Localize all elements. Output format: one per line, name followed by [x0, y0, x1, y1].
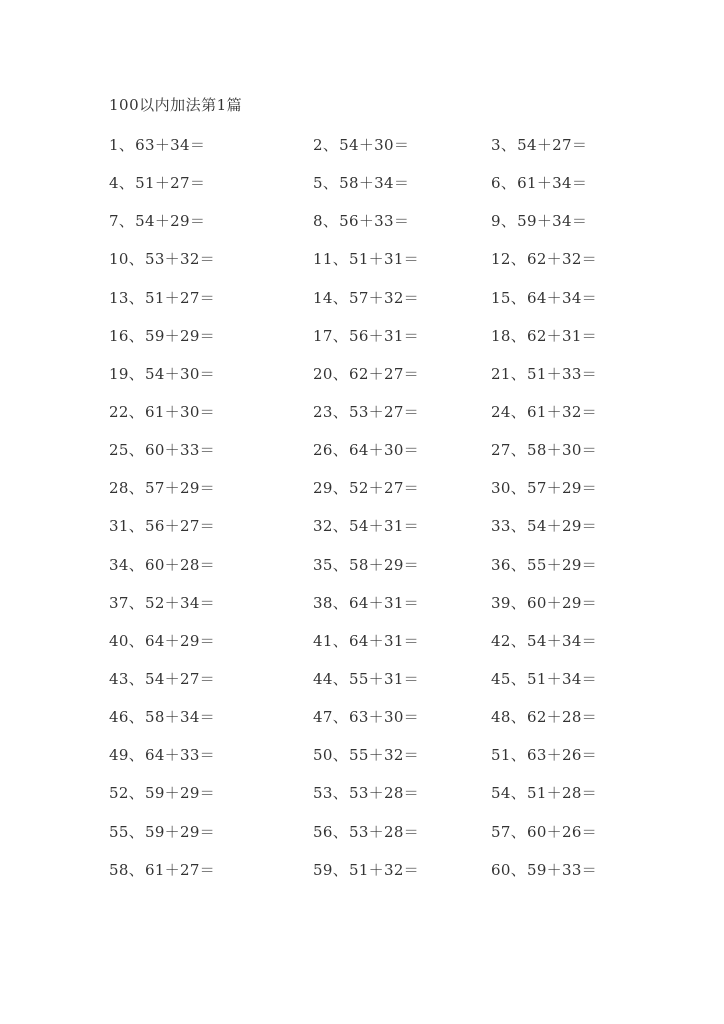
problem-item	[109, 326, 215, 346]
problem-expression: 57＋29＝	[527, 479, 597, 498]
problem-item	[313, 211, 409, 231]
problem-expression: 59＋29＝	[145, 784, 215, 803]
problem-item	[313, 288, 419, 308]
problem-expression: 59＋29＝	[145, 326, 215, 345]
problem-row	[109, 326, 629, 364]
problem-separator: 、	[510, 593, 526, 612]
problem-item	[313, 783, 419, 803]
problem-item	[491, 478, 597, 498]
page-title: 100以内加法第1篇	[109, 96, 243, 114]
problem-item	[109, 288, 215, 308]
problem-separator: 、	[332, 555, 348, 574]
problem-number: 34	[109, 555, 129, 574]
problem-item	[313, 135, 409, 155]
problem-number: 58	[109, 860, 129, 879]
problem-row	[109, 516, 629, 554]
problem-row	[109, 631, 629, 669]
problem-number: 3	[491, 136, 501, 154]
problem-expression: 63＋26＝	[527, 746, 597, 765]
problem-expression: 64＋31＝	[349, 593, 419, 612]
problem-item	[491, 211, 587, 231]
problem-expression: 55＋29＝	[527, 555, 597, 574]
problem-number: 10	[109, 250, 129, 269]
problem-expression: 51＋33＝	[527, 364, 597, 383]
problem-separator: 、	[510, 822, 526, 841]
problem-separator: 、	[128, 250, 144, 269]
problem-number: 24	[491, 402, 511, 421]
problem-expression: 61＋32＝	[527, 402, 597, 421]
problem-separator: 、	[510, 402, 526, 421]
problem-separator: 、	[510, 250, 526, 269]
problem-item	[491, 707, 597, 727]
problem-item	[109, 860, 215, 880]
problem-number: 35	[313, 555, 333, 574]
problem-expression: 58＋34＝	[145, 708, 215, 727]
problem-item	[313, 249, 419, 269]
problem-row	[109, 249, 629, 287]
problem-separator: 、	[332, 746, 348, 765]
problem-separator: 、	[332, 593, 348, 612]
problem-row	[109, 555, 629, 593]
problem-separator: 、	[510, 517, 526, 536]
problem-expression: 54＋30＝	[145, 364, 215, 383]
problem-item	[491, 288, 597, 308]
problem-item	[109, 364, 215, 384]
problem-separator: 、	[118, 174, 135, 193]
problem-row	[109, 288, 629, 326]
problem-item	[491, 555, 597, 575]
problem-item	[491, 440, 597, 460]
problem-number: 30	[491, 479, 511, 498]
problem-item	[313, 745, 419, 765]
problem-number: 20	[313, 364, 333, 383]
problem-separator: 、	[332, 326, 348, 345]
problem-separator: 、	[332, 288, 348, 307]
problem-item	[109, 669, 215, 689]
problem-item	[109, 135, 205, 155]
problem-item	[313, 516, 419, 536]
problem-row	[109, 364, 629, 402]
problem-expression: 62＋28＝	[527, 708, 597, 727]
problem-item	[491, 135, 587, 155]
problem-number: 17	[313, 326, 333, 345]
problem-expression: 61＋27＝	[145, 860, 215, 879]
problem-separator: 、	[332, 517, 348, 536]
problem-number: 36	[491, 555, 511, 574]
problem-item	[313, 822, 419, 842]
problem-separator: 、	[128, 669, 144, 688]
problem-separator: 、	[118, 136, 135, 154]
problem-expression: 55＋32＝	[349, 746, 419, 765]
problem-separator: 、	[118, 212, 135, 231]
problem-number: 11	[313, 250, 333, 269]
problem-number: 7	[109, 212, 119, 231]
problem-item	[109, 745, 215, 765]
problem-number: 43	[109, 669, 129, 688]
problem-expression: 58＋30＝	[527, 441, 597, 460]
problem-separator: 、	[128, 364, 144, 383]
problem-item	[109, 173, 205, 193]
problem-separator: 、	[510, 784, 526, 803]
problem-expression: 62＋32＝	[527, 250, 597, 269]
problem-expression: 62＋27＝	[349, 364, 419, 383]
problem-number: 21	[491, 364, 511, 383]
problem-expression: 64＋30＝	[349, 441, 419, 460]
problem-expression: 53＋27＝	[349, 402, 419, 421]
problem-item	[491, 745, 597, 765]
problem-number: 13	[109, 288, 129, 307]
problem-item	[491, 631, 597, 651]
problem-separator: 、	[510, 860, 526, 879]
problem-expression: 64＋29＝	[145, 631, 215, 650]
problem-number: 59	[313, 860, 333, 879]
problem-separator: 、	[510, 288, 526, 307]
problem-separator: 、	[510, 326, 526, 345]
problem-row	[109, 593, 629, 631]
problem-row	[109, 173, 629, 211]
problem-number: 23	[313, 402, 333, 421]
problem-separator: 、	[322, 212, 339, 231]
problem-number: 50	[313, 746, 333, 765]
problem-item	[313, 707, 419, 727]
problem-expression: 56＋31＝	[349, 326, 419, 345]
problem-expression: 63＋34＝	[135, 136, 206, 154]
problem-number: 53	[313, 784, 333, 803]
problem-expression: 59＋33＝	[527, 860, 597, 879]
problem-expression: 54＋27＝	[145, 669, 215, 688]
problem-number: 41	[313, 631, 333, 650]
problem-expression: 51＋27＝	[135, 174, 206, 193]
problem-expression: 52＋27＝	[349, 479, 419, 498]
problem-expression: 59＋29＝	[145, 822, 215, 841]
problem-number: 42	[491, 631, 511, 650]
problem-number: 46	[109, 708, 129, 727]
problem-expression: 58＋29＝	[349, 555, 419, 574]
problem-number: 47	[313, 708, 333, 727]
problem-item	[313, 326, 419, 346]
problem-expression: 61＋34＝	[517, 174, 588, 193]
problem-expression: 64＋31＝	[349, 631, 419, 650]
problem-row	[109, 707, 629, 745]
problem-expression: 57＋32＝	[349, 288, 419, 307]
problem-expression: 53＋28＝	[349, 784, 419, 803]
problem-item	[491, 669, 597, 689]
problem-separator: 、	[332, 364, 348, 383]
problem-item	[109, 478, 215, 498]
problem-expression: 54＋29＝	[527, 517, 597, 536]
problem-separator: 、	[128, 441, 144, 460]
problem-separator: 、	[128, 479, 144, 498]
problem-row	[109, 783, 629, 821]
problem-separator: 、	[128, 784, 144, 803]
problem-item	[491, 516, 597, 536]
problem-separator: 、	[332, 669, 348, 688]
problem-number: 40	[109, 631, 129, 650]
problem-separator: 、	[332, 441, 348, 460]
problem-expression: 54＋34＝	[527, 631, 597, 650]
problem-expression: 51＋32＝	[349, 860, 419, 879]
problem-number: 26	[313, 441, 333, 460]
problem-item	[491, 593, 597, 613]
problem-item	[491, 249, 597, 269]
problem-expression: 52＋34＝	[145, 593, 215, 612]
problem-number: 12	[491, 250, 511, 269]
problem-separator: 、	[128, 708, 144, 727]
problem-separator: 、	[332, 860, 348, 879]
problem-expression: 57＋29＝	[145, 479, 215, 498]
problem-number: 16	[109, 326, 129, 345]
problem-row	[109, 135, 629, 173]
problem-separator: 、	[510, 479, 526, 498]
problem-item	[109, 783, 215, 803]
problem-expression: 58＋34＝	[339, 174, 410, 193]
problem-separator: 、	[322, 174, 339, 193]
problem-expression: 53＋32＝	[145, 250, 215, 269]
problem-expression: 51＋34＝	[527, 669, 597, 688]
problem-item	[313, 173, 409, 193]
problem-number: 49	[109, 746, 129, 765]
problem-item	[491, 173, 587, 193]
problem-expression: 51＋28＝	[527, 784, 597, 803]
problem-row	[109, 669, 629, 707]
problem-expression: 64＋34＝	[527, 288, 597, 307]
problem-item	[313, 669, 419, 689]
problem-expression: 60＋28＝	[145, 555, 215, 574]
problem-grid	[109, 135, 629, 898]
problem-number: 44	[313, 669, 333, 688]
problem-expression: 54＋30＝	[339, 136, 410, 154]
problem-expression: 54＋31＝	[349, 517, 419, 536]
problem-item	[313, 364, 419, 384]
problem-item	[109, 707, 215, 727]
problem-row	[109, 822, 629, 860]
problem-row	[109, 402, 629, 440]
problem-separator: 、	[128, 746, 144, 765]
problem-number: 48	[491, 708, 511, 727]
problem-expression: 53＋28＝	[349, 822, 419, 841]
problem-number: 60	[491, 860, 511, 879]
problem-separator: 、	[510, 746, 526, 765]
problem-expression: 51＋31＝	[349, 250, 419, 269]
problem-item	[109, 440, 215, 460]
problem-number: 27	[491, 441, 511, 460]
problem-item	[313, 860, 419, 880]
problem-separator: 、	[128, 288, 144, 307]
problem-separator: 、	[500, 136, 517, 154]
problem-expression: 60＋26＝	[527, 822, 597, 841]
problem-number: 52	[109, 784, 129, 803]
problem-expression: 56＋27＝	[145, 517, 215, 536]
problem-item	[109, 822, 215, 842]
problem-number: 1	[109, 136, 119, 154]
problem-number: 31	[109, 517, 129, 536]
problem-number: 54	[491, 784, 511, 803]
problem-separator: 、	[500, 212, 517, 231]
problem-separator: 、	[510, 441, 526, 460]
problem-number: 28	[109, 479, 129, 498]
problem-expression: 63＋30＝	[349, 708, 419, 727]
problem-separator: 、	[332, 708, 348, 727]
problem-separator: 、	[128, 555, 144, 574]
problem-expression: 62＋31＝	[527, 326, 597, 345]
problem-number: 5	[313, 174, 323, 193]
problem-item	[109, 593, 215, 613]
problem-item	[313, 593, 419, 613]
problem-item	[109, 249, 215, 269]
problem-separator: 、	[510, 364, 526, 383]
problem-separator: 、	[332, 631, 348, 650]
problem-separator: 、	[128, 631, 144, 650]
problem-row	[109, 860, 629, 898]
problem-expression: 51＋27＝	[145, 288, 215, 307]
problem-separator: 、	[510, 631, 526, 650]
problem-item	[313, 478, 419, 498]
problem-separator: 、	[332, 784, 348, 803]
problem-separator: 、	[510, 555, 526, 574]
problem-item	[313, 440, 419, 460]
problem-separator: 、	[128, 517, 144, 536]
problem-expression: 59＋34＝	[517, 212, 588, 231]
problem-item	[491, 364, 597, 384]
problem-number: 19	[109, 364, 129, 383]
problem-item	[491, 326, 597, 346]
problem-number: 25	[109, 441, 129, 460]
problem-item	[491, 860, 597, 880]
problem-separator: 、	[332, 822, 348, 841]
problem-number: 39	[491, 593, 511, 612]
problem-number: 33	[491, 517, 511, 536]
problem-item	[109, 631, 215, 651]
problem-row	[109, 478, 629, 516]
problem-number: 37	[109, 593, 129, 612]
problem-expression: 54＋27＝	[517, 136, 588, 154]
problem-expression: 56＋33＝	[339, 212, 410, 231]
problem-number: 22	[109, 402, 129, 421]
problem-number: 6	[491, 174, 501, 193]
problem-row	[109, 745, 629, 783]
problem-expression: 64＋33＝	[145, 746, 215, 765]
problem-number: 9	[491, 212, 501, 231]
problem-separator: 、	[128, 593, 144, 612]
problem-expression: 60＋33＝	[145, 441, 215, 460]
problem-separator: 、	[332, 250, 348, 269]
problem-item	[313, 555, 419, 575]
problem-item	[491, 822, 597, 842]
problem-number: 2	[313, 136, 323, 154]
problem-separator: 、	[510, 669, 526, 688]
problem-separator: 、	[332, 402, 348, 421]
problem-separator: 、	[322, 136, 339, 154]
problem-number: 45	[491, 669, 511, 688]
problem-number: 15	[491, 288, 511, 307]
problem-number: 55	[109, 822, 129, 841]
problem-item	[109, 402, 215, 422]
problem-item	[491, 783, 597, 803]
problem-number: 29	[313, 479, 333, 498]
problem-separator: 、	[128, 326, 144, 345]
problem-number: 8	[313, 212, 323, 231]
problem-number: 51	[491, 746, 511, 765]
problem-item	[313, 402, 419, 422]
problem-separator: 、	[128, 822, 144, 841]
problem-row	[109, 211, 629, 249]
problem-number: 56	[313, 822, 333, 841]
problem-expression: 60＋29＝	[527, 593, 597, 612]
problem-item	[313, 631, 419, 651]
problem-number: 32	[313, 517, 333, 536]
problem-separator: 、	[500, 174, 517, 193]
problem-separator: 、	[510, 708, 526, 727]
problem-separator: 、	[128, 860, 144, 879]
problem-expression: 55＋31＝	[349, 669, 419, 688]
problem-item	[109, 555, 215, 575]
problem-expression: 54＋29＝	[135, 212, 206, 231]
problem-number: 38	[313, 593, 333, 612]
problem-separator: 、	[128, 402, 144, 421]
problem-item	[109, 211, 205, 231]
problem-number: 4	[109, 174, 119, 193]
problem-number: 18	[491, 326, 511, 345]
problem-separator: 、	[332, 479, 348, 498]
problem-number: 57	[491, 822, 511, 841]
problem-number: 14	[313, 288, 333, 307]
problem-item	[109, 516, 215, 536]
problem-row	[109, 440, 629, 478]
problem-expression: 61＋30＝	[145, 402, 215, 421]
problem-item	[491, 402, 597, 422]
